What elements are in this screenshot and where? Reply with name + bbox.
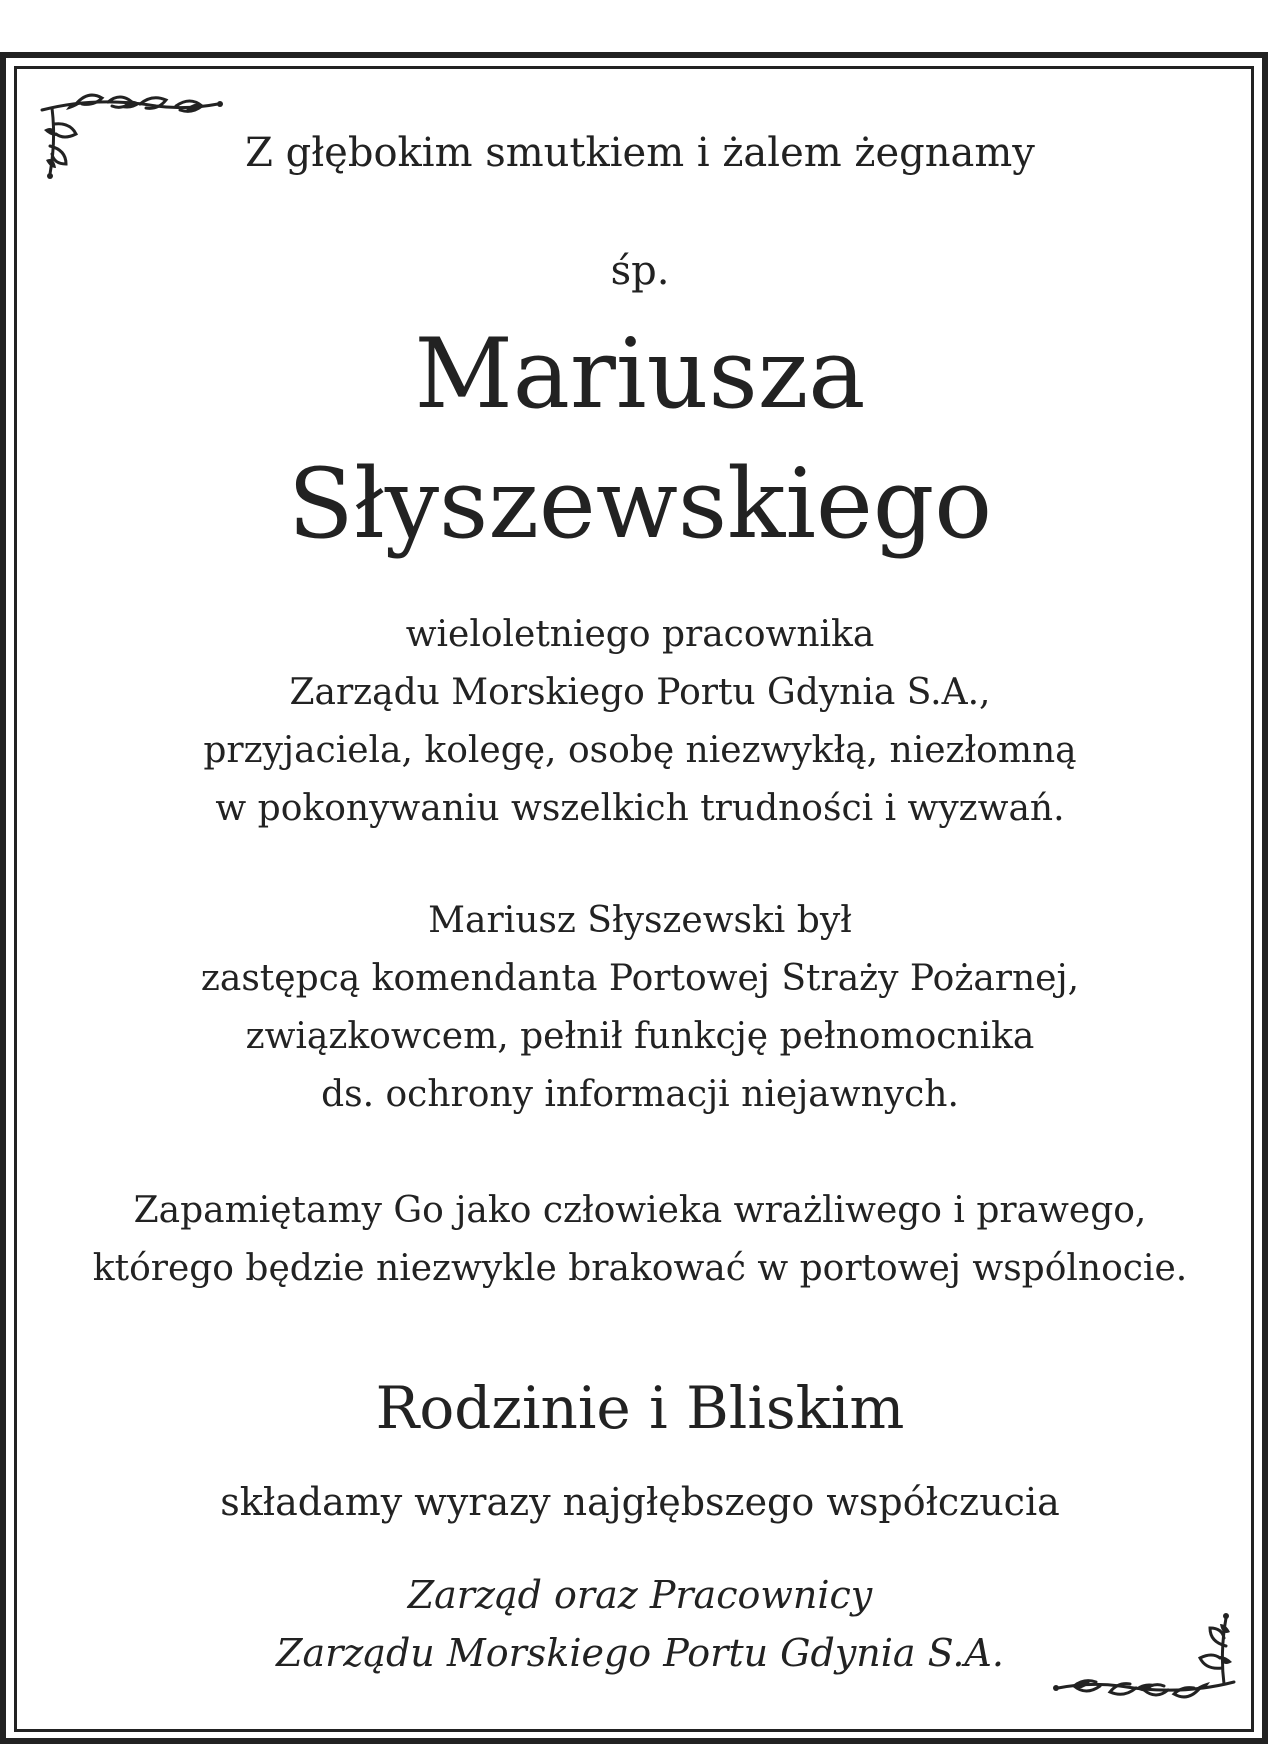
paragraph-line: wieloletniego pracownika bbox=[405, 614, 875, 655]
paragraph-line: zastępcą komendanta Portowej Straży Pożarnej, bbox=[200, 958, 1080, 999]
honorific-prefix: śp. bbox=[610, 248, 670, 294]
signature-block bbox=[20, 1566, 1260, 1682]
paragraph-functions bbox=[20, 892, 1260, 1124]
paragraph-line: Mariusz Słyszewski był bbox=[428, 900, 852, 941]
paragraph-line: Zapamiętamy Go jako człowieka wrażliwego i prawego, bbox=[133, 1190, 1147, 1231]
deceased-last-name: Słyszewskiego bbox=[287, 448, 993, 560]
intro-text: Z głębokim smutkiem i żalem żegnamy bbox=[245, 130, 1035, 176]
paragraph-remembrance bbox=[20, 1182, 1260, 1298]
paragraph-line: w pokonywaniu wszelkich trudności i wyzwań. bbox=[215, 788, 1065, 829]
deceased-first-name: Mariusza bbox=[414, 318, 866, 430]
paragraph-role bbox=[20, 606, 1260, 838]
condolences-text: składamy wyrazy najgłębszego współczucia bbox=[220, 1480, 1060, 1524]
paragraph-line: ds. ochrony informacji niejawnych. bbox=[321, 1074, 959, 1115]
signature-line: Zarząd oraz Pracownicy bbox=[407, 1573, 873, 1617]
paragraph-line: przyjaciela, kolegę, osobę niezwykłą, niezłomną bbox=[203, 730, 1077, 771]
top-margin bbox=[0, 0, 1280, 52]
paragraph-line: związkowcem, pełnił funkcję pełnomocnika bbox=[245, 1016, 1035, 1057]
family-heading: Rodzinie i Bliskim bbox=[375, 1374, 905, 1442]
paragraph-line: Zarządu Morskiego Portu Gdynia S.A., bbox=[289, 672, 991, 713]
paragraph-line: którego będzie niezwykle brakować w portowej wspólnocie. bbox=[92, 1248, 1188, 1289]
signature-line: Zarządu Morskiego Portu Gdynia S.A. bbox=[276, 1631, 1004, 1675]
